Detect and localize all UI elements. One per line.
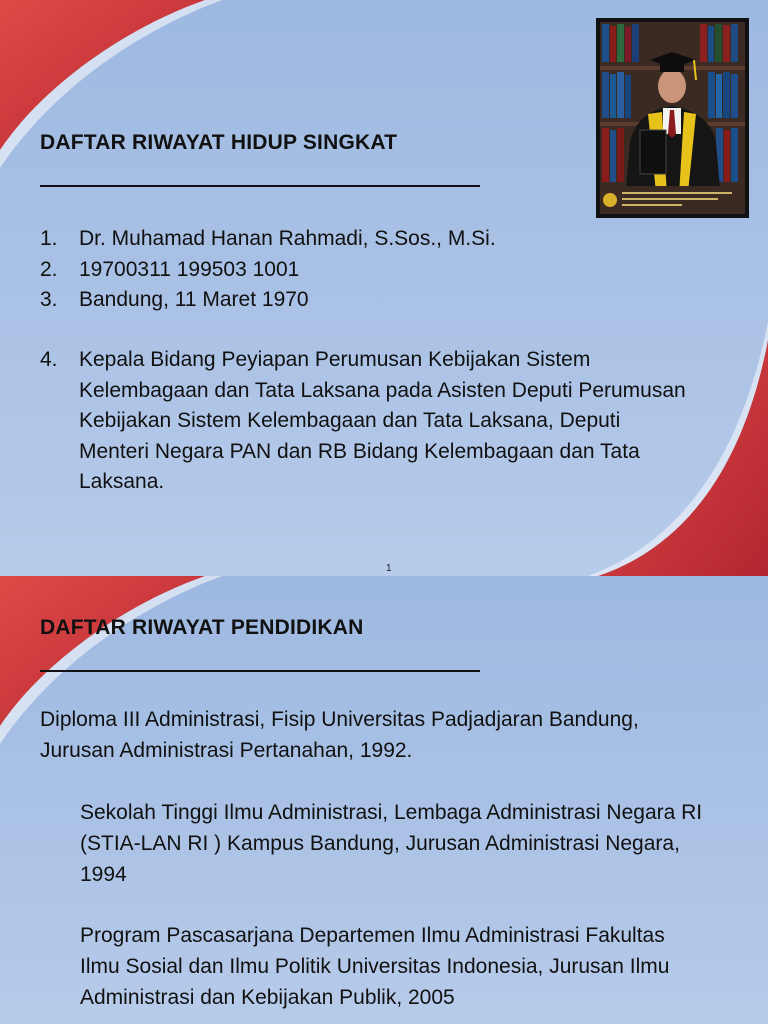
list-item	[40, 224, 660, 255]
birth-place-date: Bandung, 11 Maret 1970	[79, 288, 309, 311]
list-item	[40, 345, 690, 498]
education-entry: Sekolah Tinggi Ilmu Administrasi, Lembaga Administrasi Negara RI (STIA-LAN RI ) Kampus Bandung, Jurusan Administrasi Negara, 1994	[80, 801, 703, 886]
list-item	[40, 255, 660, 286]
list-item	[40, 285, 660, 316]
education-entry: Diploma III Administrasi, Fisip Universitas Padjadjaran Bandung, Jurusan Administrasi Pertanahan, 1992.	[40, 708, 639, 762]
title-underline	[40, 670, 480, 672]
slide-2-title: DAFTAR RIWAYAT PENDIDIKAN	[40, 616, 364, 639]
portrait-photo	[596, 18, 749, 218]
list-number: 4.	[40, 348, 58, 371]
university-emblem	[603, 193, 617, 207]
full-name: Dr. Muhamad Hanan Rahmadi, S.Sos., M.Si.	[79, 227, 496, 250]
slide-1-title: DAFTAR RIWAYAT HIDUP SINGKAT	[40, 131, 398, 154]
biodata-list	[40, 224, 660, 316]
list-number: 1.	[40, 227, 58, 250]
employee-id: 19700311 199503 1001	[79, 257, 300, 281]
face	[658, 69, 686, 103]
list-number: 2.	[40, 257, 58, 281]
position-description: Kepala Bidang Peyiapan Perumusan Kebijakan Sistem Kelembagaan dan Tata Laksana pada Asisten Deputi Perumusan Kebijakan Sistem Kelembagaan dan Tata Laksana, Deputi Menteri Negara PAN dan RB Bidang Kelembagaan dan Tata Laksana.	[79, 348, 686, 493]
list-number: 3.	[40, 288, 58, 311]
page-number: 1	[386, 563, 392, 574]
position-list	[40, 345, 690, 498]
education-entry: Program Pascasarjana Departemen Ilmu Administrasi Fakultas Ilmu Sosial dan Ilmu Politik Universitas Indonesia, Jurusan Ilmu Administrasi dan Kebijakan Publik, 2005	[80, 924, 670, 1009]
diploma-folder	[640, 130, 666, 174]
slide-2	[0, 576, 768, 1024]
title-underline	[40, 185, 480, 187]
